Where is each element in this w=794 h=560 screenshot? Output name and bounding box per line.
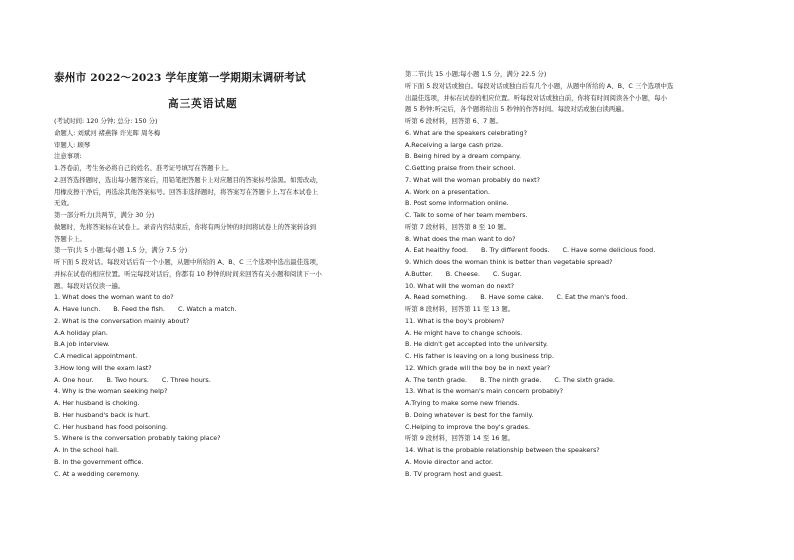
answer-option: B. Two hours. (106, 375, 149, 384)
question-stem: 7. What will the woman probably do next? (405, 175, 541, 184)
part-instruction: 答题卡上。 (54, 234, 86, 243)
answer-option: C. Sugar. (492, 269, 522, 278)
material-instruction: 听第 6 段材料，回答第 6、7 题。 (405, 117, 503, 125)
section-instruction: 听下面 5 段对话或独白。每段对话或独白后有几个小题，从题中所给的 A、B、C 三个选项中选 (405, 81, 674, 90)
option-row (54, 375, 322, 387)
question-stem: 13. What is the woman's main concern probably? (405, 387, 564, 396)
answer-option: B. Have some cake. (480, 293, 544, 302)
answer-option: A. Her husband is choking. (54, 399, 140, 407)
option-row (405, 292, 673, 304)
question-list (405, 116, 673, 480)
question-stem: 10. What will the woman do next? (405, 281, 515, 290)
answer-option: A.Receiving a large cash prize. (405, 140, 504, 149)
answer-option: C. Have some delicious food. (562, 246, 656, 255)
answer-option: A.A holiday plan. (54, 328, 108, 337)
question-list (54, 292, 322, 480)
answer-option: B. TV program host and guest. (405, 469, 503, 478)
section-instruction: 题。每段对话仅读一遍。 (54, 281, 125, 290)
material-instruction: 听第 9 段材料，回答第 14 至 16 题。 (405, 434, 515, 443)
meta-line: 命题人: 刘斌河 褚燕锋 许光晖 周冬梅 (54, 128, 161, 137)
part-heading: 第一部分听力(共两节，满分 30 分) (54, 211, 155, 219)
part-instruction: 做题时，先将答案标在试卷上。录音内容结束后，你将有两分钟的时间将试卷上的答案转涂到 (54, 222, 317, 231)
answer-option: B. Feed the fish. (113, 305, 165, 313)
answer-option: C.A medical appointment. (54, 352, 138, 360)
meta-line: 审题人: 顾琴 (54, 140, 91, 149)
answer-option: B. Her husband's back is hurt. (54, 410, 151, 419)
question-stem: 6. What are the speakers celebrating? (405, 128, 527, 137)
option-row (405, 245, 673, 257)
answer-option: C.Helping to improve the boy's grades. (405, 422, 530, 431)
notice-line: 用橡皮擦干净后，再选涂其他答案标号。回答非选择题时，将答案写在答题卡上,写在本试卷上 (54, 187, 319, 196)
answer-option: A. He might have to change schools. (405, 328, 523, 337)
answer-option: B. Cheese. (445, 269, 480, 278)
material-instruction: 听第 7 段材料，回答第 8 至 10 题。 (405, 222, 511, 231)
answer-option: B. Doing whatever is best for the family. (405, 410, 534, 419)
answer-option: A. Eat healthy food. (405, 246, 469, 255)
exam-meta (54, 116, 322, 480)
question-stem: 5. Where is the conversation probably taking place? (54, 434, 221, 443)
exam-subtitle: 高三英语试题 (168, 98, 238, 110)
option-row (405, 269, 673, 281)
notice-line: 无效。 (54, 199, 74, 208)
answer-option: B. Try different foods. (481, 246, 550, 255)
answer-option: A.Butter. (405, 269, 433, 278)
answer-option: C. At a wedding ceremony. (54, 469, 140, 478)
answer-option: A. Read something. (405, 293, 468, 302)
question-stem: 3.How long will the exam last? (54, 363, 152, 372)
answer-option: C. Watch a match. (177, 305, 237, 313)
question-stem: 2. What is the conversation mainly about? (54, 316, 190, 325)
answer-option: B.A job interview. (54, 340, 110, 349)
material-instruction: 听第 8 段材料，回答第 11 至 13 题。 (405, 305, 515, 313)
answer-option: C. Three hours. (161, 375, 211, 384)
notice-line: 1.答卷前，考生务必将自己的姓名、准考证号填写在答题卡上。 (54, 164, 233, 172)
question-stem: 12. Which grade will the boy be in next year? (405, 363, 551, 372)
question-stem: 1. What does the woman want to do? (54, 293, 174, 302)
section-heading: 第二节(共 15 小题;每小题 1.5 分，满分 22.5 分) (405, 70, 547, 78)
exam-title: 泰州市 2022～2023 学年度第一学期期末调研考试 (54, 72, 306, 84)
answer-option: C. His father is leaving on a long business trip. (405, 352, 554, 360)
answer-option: B. The ninth grade. (479, 375, 542, 384)
notice-heading: 注意事项: (54, 152, 82, 161)
section-instruction: 并标在试卷的相应位置。听完每段对话后，你都有 10 秒钟的时间来回答有关小题和阅读下一小 (54, 269, 322, 278)
answer-option: B. Being hired by a dream company. (405, 152, 522, 161)
answer-option: A. Work on a presentation. (405, 187, 490, 196)
answer-option: C.Getting praise from their school. (405, 164, 516, 172)
answer-option: B. In the government office. (54, 457, 144, 466)
answer-option: C. Her husband has food poisoning. (54, 422, 168, 431)
answer-option: A. One hour. (54, 375, 94, 384)
option-row (405, 375, 673, 387)
answer-option: C. Eat the man's food. (556, 293, 628, 302)
answer-option: A. In the school hall. (54, 446, 119, 454)
question-stem: 9. Which does the woman think is better than vegetable spread? (405, 258, 613, 266)
answer-option: C. The sixth grade. (554, 375, 615, 384)
section-heading: 第一节(共 5 小题;每小题 1.5 分，满分 7.5 分) (54, 246, 188, 255)
answer-option: A. Movie director and actor. (405, 457, 494, 466)
question-stem: 8. What does the man want to do? (405, 234, 516, 243)
notice-line: 2.回答选择题时，选出每小题答案后，用铅笔把答题卡上对应题目的答案标号涂黑。如需改动， (54, 175, 323, 184)
option-row (54, 304, 322, 316)
question-stem: 14. What is the probable relationship between the speakers? (405, 446, 600, 454)
section-instruction: 听下面 5 段对话。每段对话后有一个小题，从题中所给的 A、B、C 三个选项中选出最佳选项， (54, 258, 323, 266)
section-two (405, 69, 673, 480)
answer-option: A.Trying to make some new friends. (405, 399, 520, 407)
section-instruction: 出最佳选项，并标在试卷的相应位置。听每段对话或独白前，你将有时间阅读各个小题，每小 (405, 93, 668, 102)
meta-line: (考试时间: 120 分钟; 总分: 150 分) (54, 117, 158, 125)
answer-option: C. Talk to some of her team members. (405, 211, 528, 219)
answer-option: A. The tenth grade. (405, 375, 467, 384)
question-stem: 11. What is the boy's problem? (405, 316, 505, 325)
question-stem: 4. Why is the woman seeking help? (54, 387, 168, 396)
answer-option: B. He didn't get accepted into the university. (405, 340, 548, 349)
answer-option: A. Have lunch. (54, 305, 101, 313)
section-instruction: 题 5 秒钟;听完后，各个题将给出 5 秒钟的作答时间。每段对话或独白读两遍。 (405, 105, 628, 114)
answer-option: B. Post some information online. (405, 199, 509, 208)
